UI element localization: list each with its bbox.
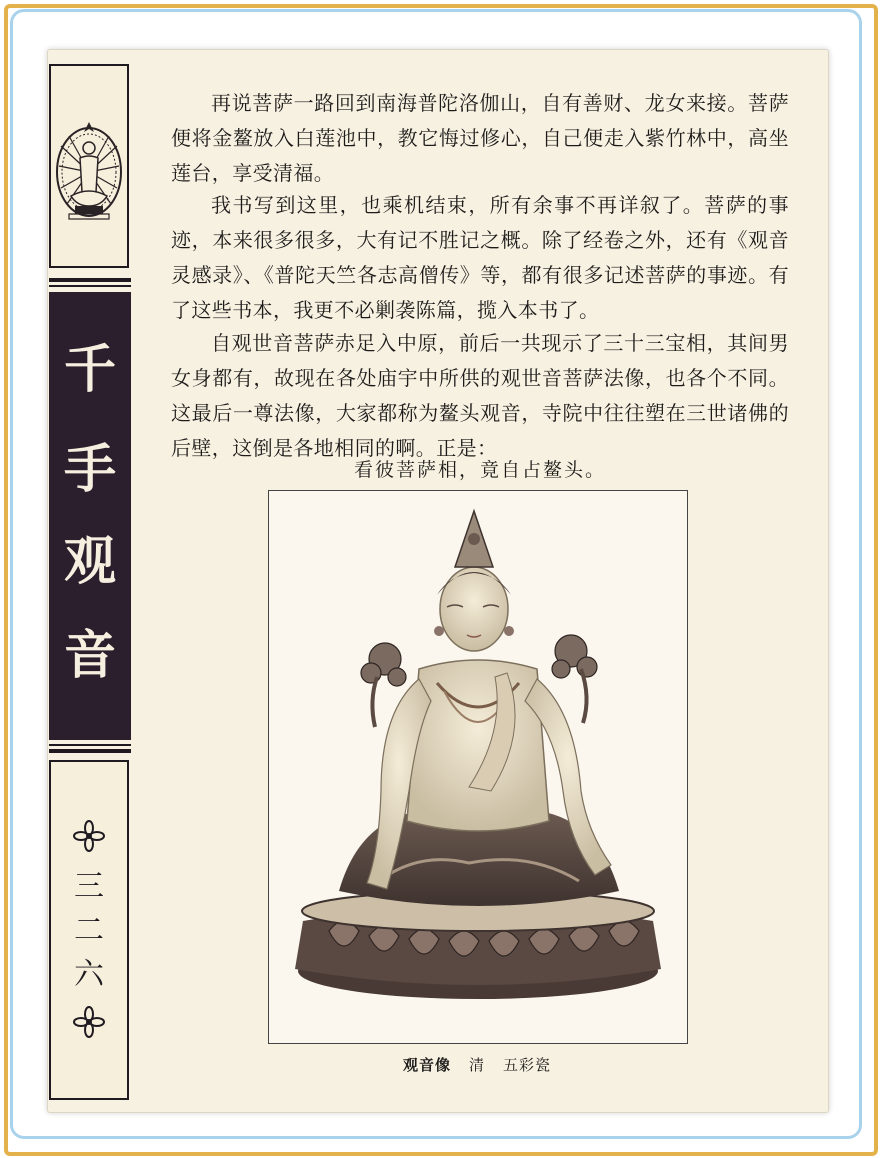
page-number-char: 二 <box>74 913 104 948</box>
caption-dynasty: 清 <box>468 1056 485 1074</box>
book-title-char: 观 <box>63 531 116 592</box>
divider-rule <box>49 744 131 746</box>
caption-title: 观音像 <box>402 1056 451 1074</box>
book-title-char: 千 <box>63 339 116 400</box>
divider-rule <box>49 285 131 287</box>
verse-line: 看彼菩萨相，竟自占鳌头。 <box>353 459 606 481</box>
divider-rule <box>49 278 131 282</box>
book-page <box>47 49 829 1113</box>
book-title-char: 手 <box>63 439 116 500</box>
book-title-panel <box>49 292 131 740</box>
body-paragraph: 我书写到这里，也乘机结束，所有余事不再详叙了。菩萨的事迹，本来很多很多，大有记不胜记之概。除了经卷之外，还有《观音灵感录》、《普陀天竺各志高僧传》等，都有很多记述菩萨的事迹。有了这些书本，我更不必剿袭陈篇，揽入本书了。 <box>171 193 789 322</box>
book-title-char: 音 <box>63 625 116 686</box>
caption-material: 五彩瓷 <box>503 1056 552 1074</box>
flower-ornament-icon <box>73 1006 105 1038</box>
divider-rule <box>49 749 131 753</box>
page-sidebar <box>48 50 132 1112</box>
guanyin-statue-photo <box>268 490 688 1044</box>
porcelain-guanyin-statue-image <box>269 491 687 1043</box>
page-number-box <box>49 760 129 1100</box>
thousand-hand-guanyin-icon <box>51 66 127 266</box>
page-number-char: 六 <box>74 957 104 992</box>
body-paragraph: 自观世音菩萨赤足入中原，前后一共现示了三十三宝相，其间男女身都有，故现在各处庙宇中所供的观世音菩萨法像，也各个不同。这最后一尊法像，大家都称为鳌头观音，寺院中往往塑在三世诸佛的后壁，这倒是各地相同的啊。正是： <box>171 331 789 460</box>
body-paragraph: 再说菩萨一路回到南海普陀洛伽山，自有善财、龙女来接。菩萨便将金鳌放入白莲池中，教它悔过修心，自己便走入紫竹林中，高坐莲台，享受清福。 <box>171 91 789 185</box>
figure-caption <box>268 1054 686 1075</box>
guanyin-emblem-box <box>49 64 129 268</box>
page-number-char: 三 <box>74 869 104 904</box>
flower-ornament-icon <box>73 820 105 852</box>
